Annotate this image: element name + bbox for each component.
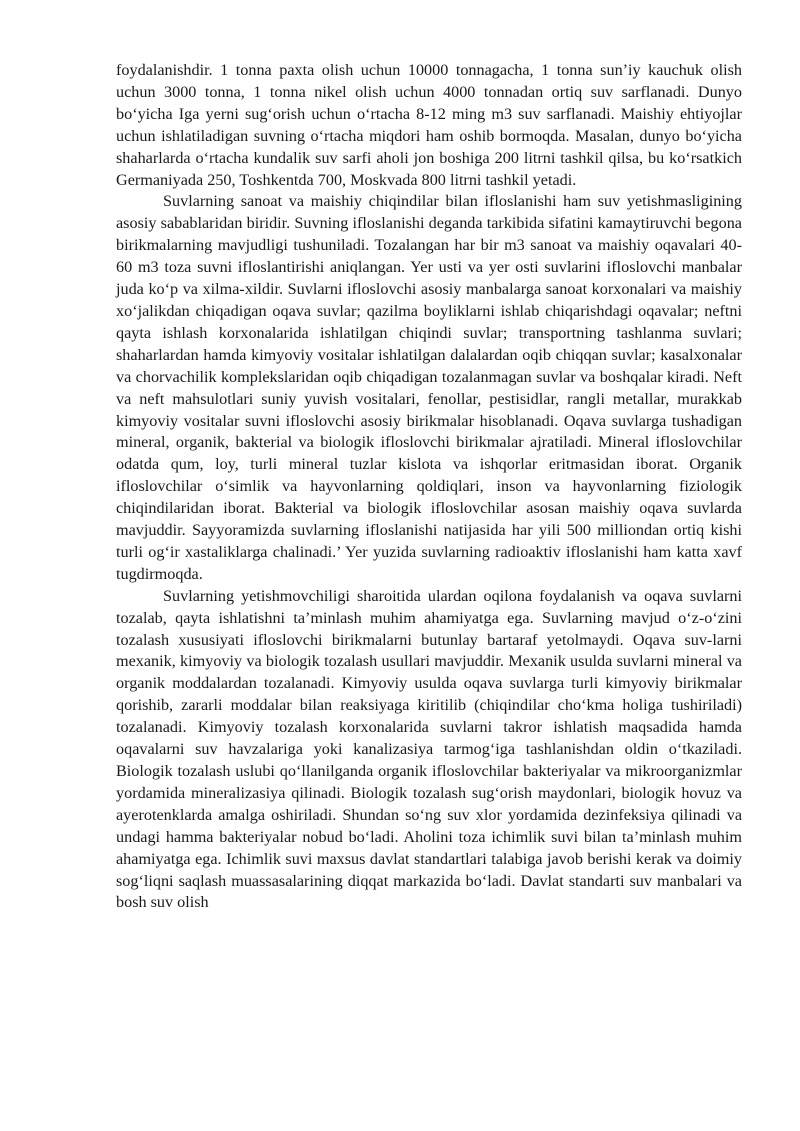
paragraph-water-pollution: Suvlarning sanoat va maishiy chiqindilar bilan ifloslanishi ham suv yetishmasligining asosiy sabablaridan biridir. Suvning ifloslanishi deganda tarkibida sifatini kamaytiruvchi begona birikmalarning mavjudligi tushuniladi. Tozalangan har bir m3 sanoat va maishiy oqavalari 40-60 m3 toza suvni ifloslantirishi aniqlangan. Yer usti va yer osti suvlarini ifloslovchi manbalar juda ko‘p va xilma-xildir. Suvlarni ifloslovchi asosiy manbalarga sanoat korxonalari va maishiy xo‘jalikdan chiqadigan oqava suvlar; qazilma boyliklarni ishlab chiqarishdagi oqavalar; neftni qayta ishlash korxonalarida ishlatilgan chiqindi suvlar; transportning tashlanma suvlari; shaharlardan hamda kimyoviy vositalar ishlatilgan dalalardan oqib chiqqan suvlar; kasalxonalar va chorvachilik komplekslaridan oqib chiqadigan tozalanmagan suvlar va boshqalar kiradi. Neft va neft mahsulotlari suniy yuvish vositalari, fenollar, pestisidlar, rangli metallar, murakkab kimyoviy vositalar suvni ifloslovchi asosiy birikmalar hisoblanadi. Oqava suvlarga tushadigan mineral, organik, bakterial va biologik ifloslovchi birikmalar ajratiladi. Mineral ifloslovchilar odatda qum, loy, turli mineral tuzlar kislota va ishqorlar eritmasidan iborat. Organik ifloslovchilar o‘simlik va hayvonlarning qoldiqlari, inson va hayvonlarning fiziologik chiqindilaridan iborat. Bakterial va biologik ifloslovchilar asosan maishiy oqava suvlarda mavjuddir. Sayyoramizda suvlarning ifloslanishi natijasida har yili 500 milliondan ortiq kishi turli og‘ir xastaliklarga chalinadi.’ Yer yuzida suvlarning radioaktiv ifloslanishi ham katta xavf tugdirmoqda. — [116, 192, 742, 583]
paragraph-water-treatment: Suvlarning yetishmovchiligi sharoitida ulardan oqilona foydalanish va oqava suvlarni tozalab, qayta ishlatishni ta’minlash muhim ahamiyatga ega. Suvlarning mavjud o‘z-o‘zini tozalash xususiyati ifloslovchi birikmalarni butunlay bartaraf yetolmaydi. Oqava suv-larni mexanik, kimyoviy va biologik tozalash usullari mavjuddir. Mexanik usulda suvlarni mineral va organik moddalardan tozalanadi. Kimyoviy usulda oqava suvlarga turli kimyoviy birikmalar qorishib, zararli moddalar bilan reaksiyaga kiritilib (chiqindilar cho‘kma holiga tushiriladi) tozalanadi. Kimyoviy tozalash korxonalarida suvlarni takror ishlatish maqsadida hamda oqavalarni suv havzalariga yoki kanalizasiya tarmog‘iga tashlanishdan oldin o‘tkaziladi. Biologik tozalash uslubi qo‘llanilganda organik ifloslovchilar bakteriyalar va mikroorganizmlar yordamida mineralizasiya qilinadi. Biologik tozalash sug‘orish maydonlari, biologik hovuz va ayerotenklarda amalga oshiriladi. Shundan so‘ng suv xlor yordamida dezinfeksiya qilinadi va undagi hamma bakteriyalar nobud bo‘ladi. Aholini toza ichimlik suvi bilan ta’minlash muhim ahamiyatga ega. Ichimlik suvi maxsus davlat standartlari talabiga javob berishi kerak va doimiy sog‘liqni saqlash muassasalarining diqqat markazida bo‘ladi. Davlat standarti suv manbalari va bosh suv olish — [116, 586, 742, 912]
document-page — [116, 60, 742, 914]
paragraph-water-consumption: foydalanishdir. 1 tonna paxta olish uchun 10000 tonnagacha, 1 tonna sun’iy kauchuk olish uchun 3000 tonna, 1 tonna nikel olish uchun 4000 tonnadan ortiq suv sarflanadi. Dunyo bo‘yicha Iga yerni sug‘orish uchun o‘rtacha 8-12 ming m3 suv sarflanadi. Maishiy ehtiyojlar uchun ishlatiladigan suvning o‘rtacha miqdori ham oshib bormoqda. Masalan, dunyo bo‘yicha shaharlarda o‘rtacha kundalik suv sarfi aholi jon boshiga 200 litrni tashkil qilsa, bu ko‘rsatkich Germaniyada 250, Toshkentda 700, Moskvada 800 litrni tashkil yetadi. — [116, 61, 742, 189]
